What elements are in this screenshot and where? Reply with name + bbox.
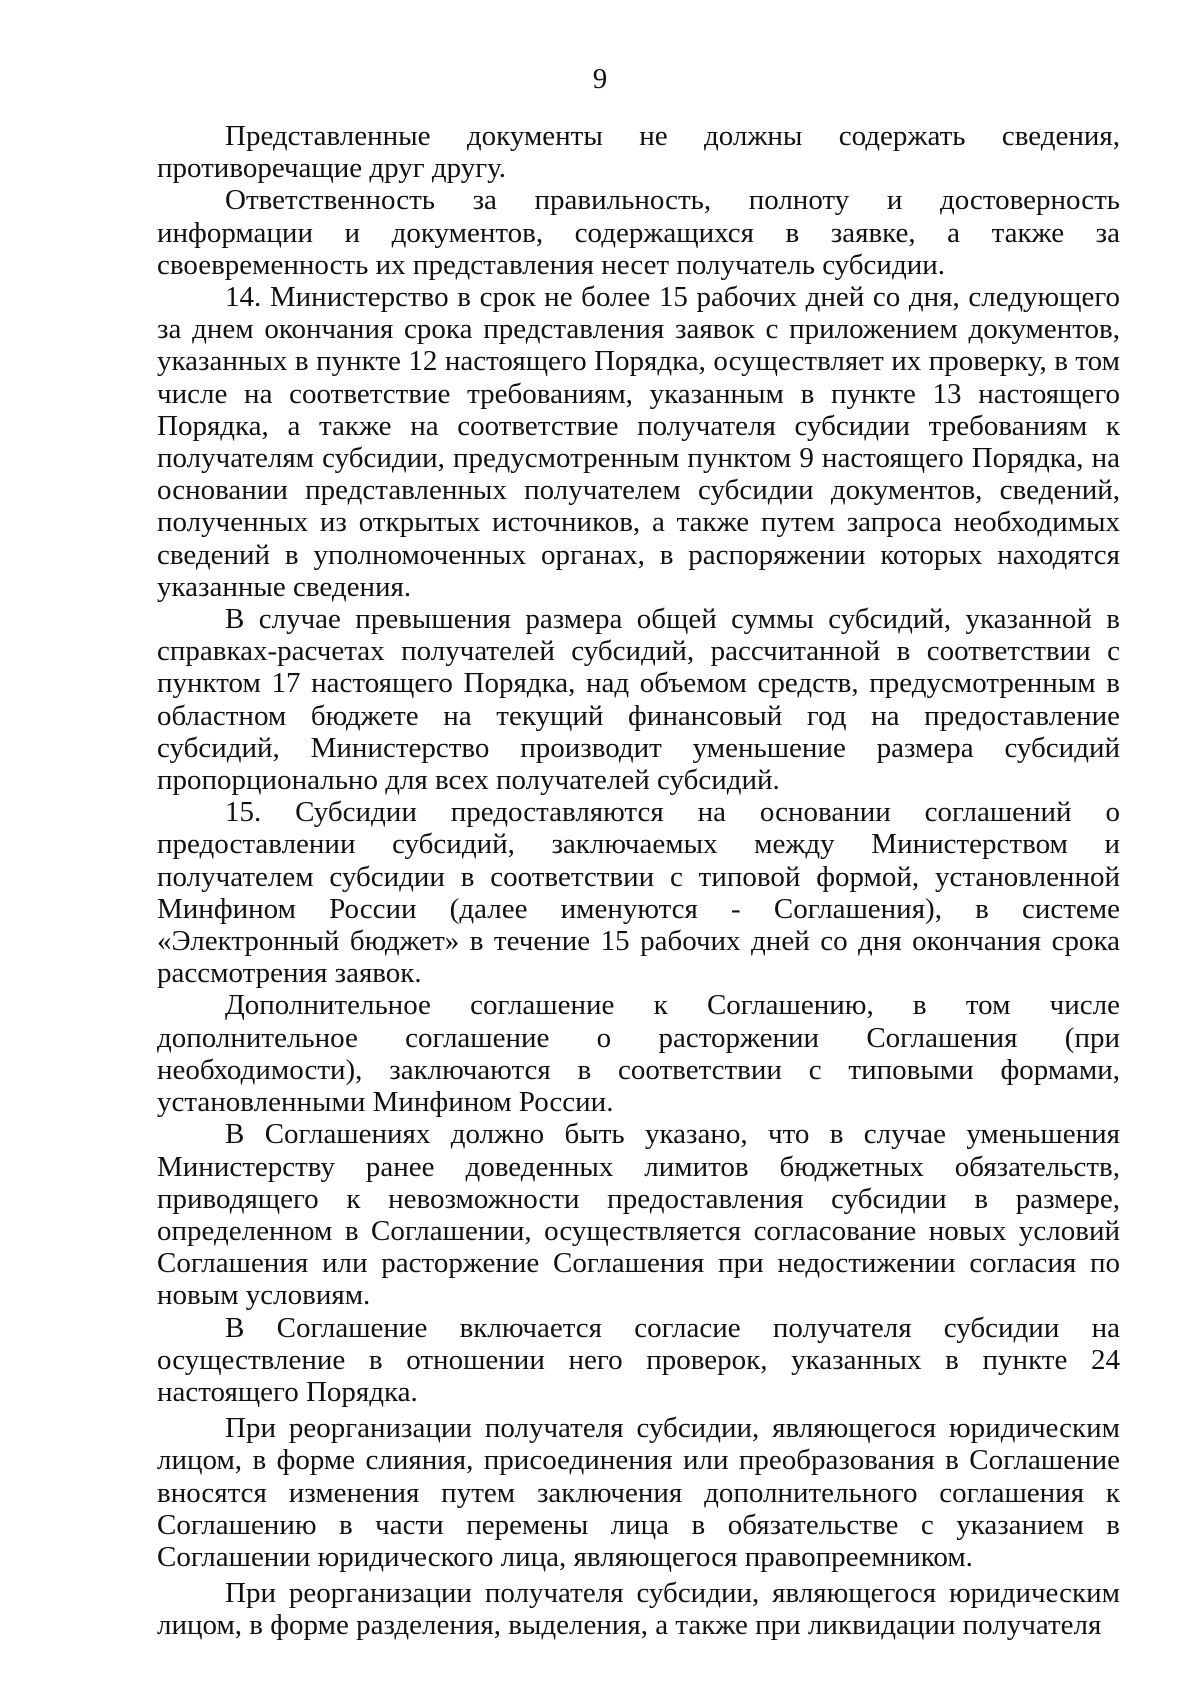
paragraph-inspection-consent: В Соглашение включается согласие получателя субсидии на осуществление в отношении него проверок, указанных в пункте 24 настоящего Порядка. <box>157 1311 1120 1408</box>
paragraph-reorganization-merger: При реорганизации получателя субсидии, являющегося юридическим лицом, в форме слияния, присоединения или преобразования в Соглашение вносятся изменения путем заключения дополнительного соглашения к Соглашению в части перемены лица в обязательстве с указанием в Соглашении юридического лица, являющегося правопреемником. <box>157 1412 1120 1573</box>
paragraph-responsibility: Ответственность за правильность, полноту и достоверность информации и документов, содержащихся в заявке, а также за своевременность их представления несет получатель субсидии. <box>157 184 1120 281</box>
document-body <box>157 120 1120 1642</box>
paragraph-subsidy-reduction: В случае превышения размера общей суммы субсидий, указанной в справках-расчетах получателей субсидий, рассчитанной в соответствии с пунктом 17 настоящего Порядка, над объемом средств, предусмотренным в областном бюджете на текущий финансовый год на предоставление субсидий, Министерство производит уменьшение размера субсидий пропорционально для всех получателей субсидий. <box>157 603 1120 797</box>
paragraph-limits-reduction: В Соглашениях должно быть указано, что в случае уменьшения Министерству ранее доведенных лимитов бюджетных обязательств, приводящего к невозможности предоставления субсидии в размере, определенном в Соглашении, осуществляется согласование новых условий Соглашения или расторжение Соглашения при недостижении согласия по новым условиям. <box>157 1118 1120 1312</box>
paragraph-additional-agreement: Дополнительное соглашение к Соглашению, в том числе дополнительное соглашение о расторжении Соглашения (при необходимости), заключаются в соответствии с типовыми формами, установленными Минфином России. <box>157 989 1120 1119</box>
paragraph-documents-consistency: Представленные документы не должны содержать сведения, противоречащие друг другу. <box>157 120 1120 185</box>
paragraph-item-14: 14. Министерство в срок не более 15 рабочих дней со дня, следующего за днем окончания срока представления заявок с приложением документов, указанных в пункте 12 настоящего Порядка, осуществляет их проверку, в том числе на соответствие требованиям, указанным в пункте 13 настоящего Порядка, а также на соответствие получателя субсидии требованиям к получателям субсидии, предусмотренным пунктом 9 настоящего Порядка, на основании представленных получателем субсидии документов, сведений, полученных из открытых источников, а также путем запроса необходимых сведений в уполномоченных органах, в распоряжении которых находятся указанные сведения. <box>157 281 1120 603</box>
paragraph-item-15: 15. Субсидии предоставляются на основании соглашений о предоставлении субсидий, заключаемых между Министерством и получателем субсидии в соответствии с типовой формой, установленной Минфином России (далее именуются - Соглашения), в системе «Электронный бюджет» в течение 15 рабочих дней со дня окончания срока рассмотрения заявок. <box>157 796 1120 990</box>
page-number: 9 <box>592 63 608 95</box>
paragraph-reorganization-division: При реорганизации получателя субсидии, являющегося юридическим лицом, в форме разделения, выделения, а также при ликвидации получателя <box>157 1577 1120 1642</box>
